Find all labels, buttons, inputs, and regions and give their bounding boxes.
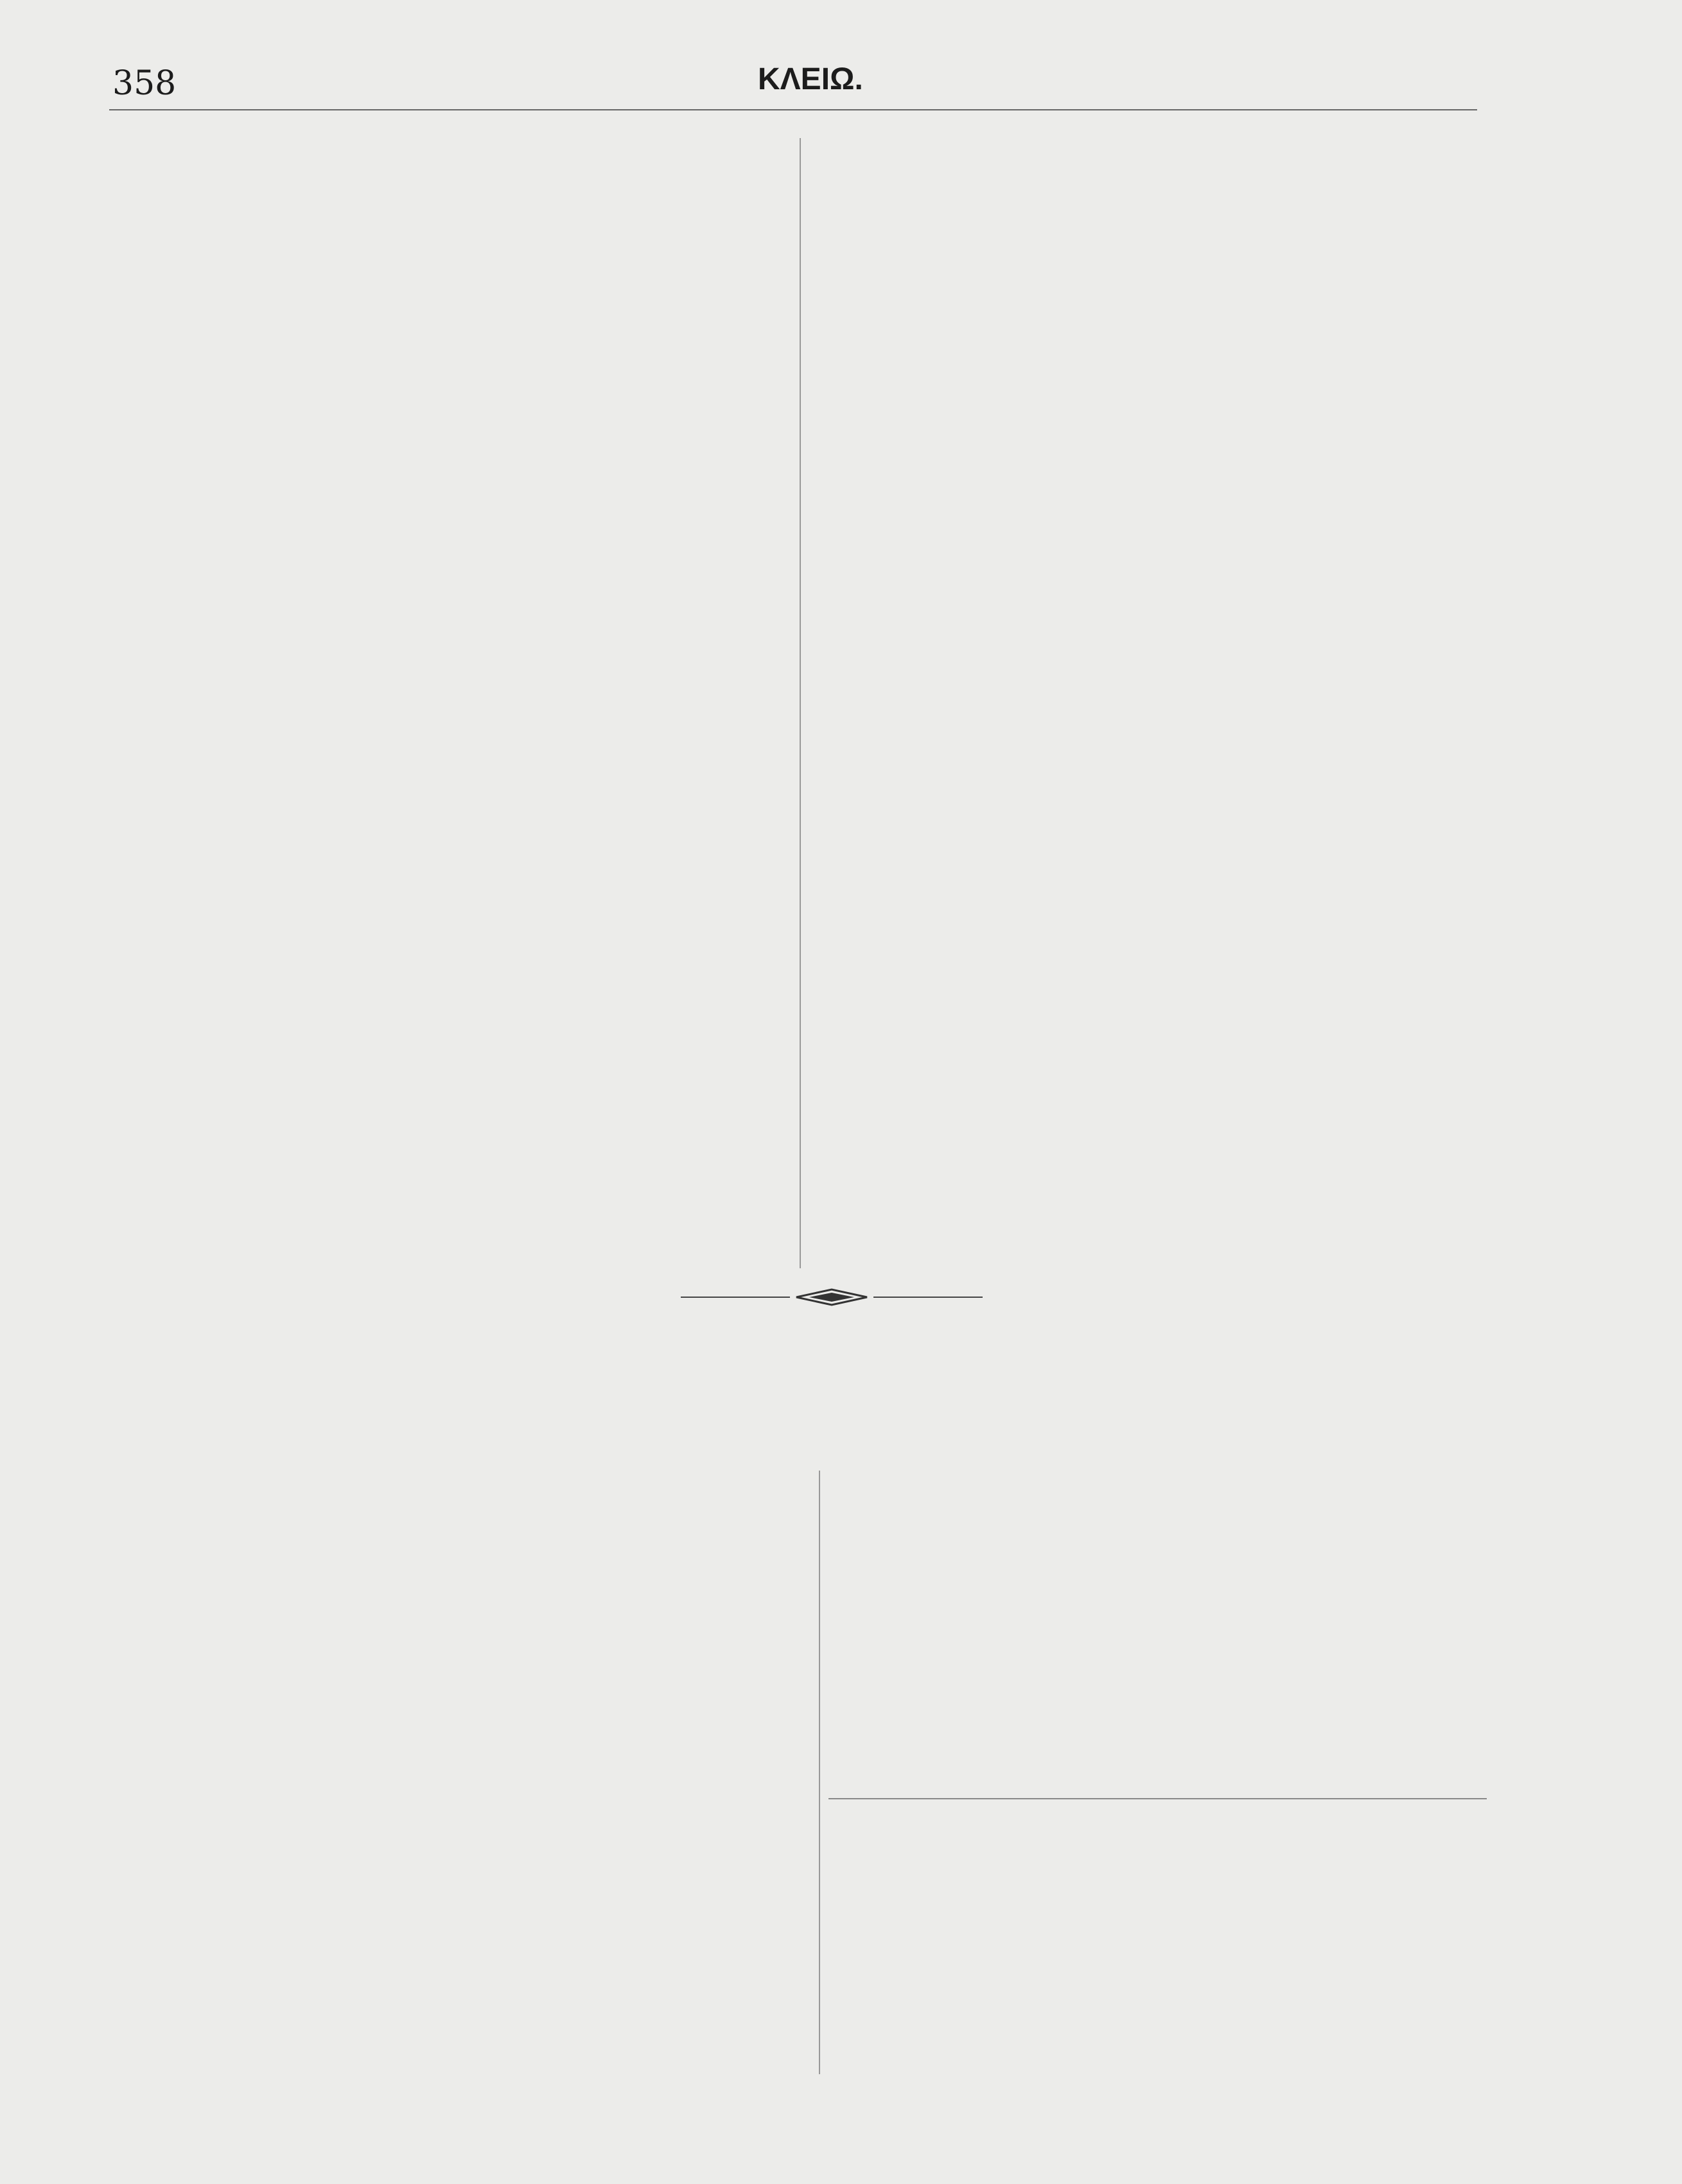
- header-rule: [109, 109, 1477, 110]
- scene-break: [828, 1798, 1487, 1799]
- running-title: ΚΛΕΙΩ.: [758, 62, 863, 96]
- column-rule: [819, 1471, 820, 2074]
- column-rule: [800, 138, 801, 1268]
- section-ornament: [681, 1288, 983, 1307]
- page-number: 358: [112, 64, 177, 103]
